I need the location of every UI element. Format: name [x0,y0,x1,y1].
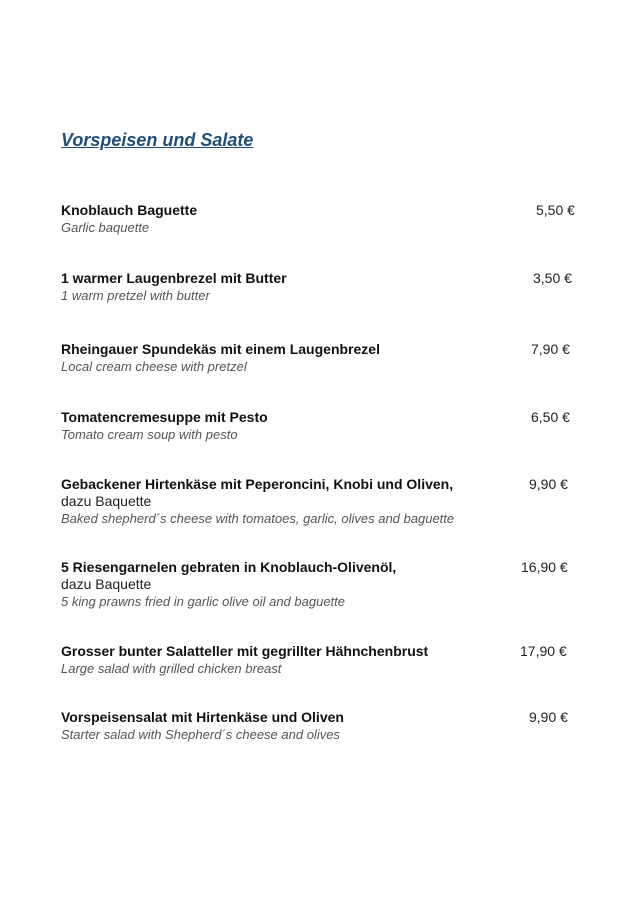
menu-item [61,202,581,236]
section-title: Vorspeisen und Salate [61,130,254,150]
menu-item-name: Grosser bunter Salatteller mit gegrillter Hähnchenbrust [61,643,429,659]
menu-item-name: Rheingauer Spundekäs mit einem Laugenbrezel [61,341,380,357]
menu-item [61,709,581,743]
menu-item-name: Tomatencremesuppe mit Pesto [61,409,268,425]
menu-item-description: 1 warm pretzel with butter [61,288,210,303]
menu-item-description: Local cream cheese with pretzel [61,359,247,374]
menu-item-description: 5 king prawns fried in garlic olive oil and baguette [61,594,346,609]
menu-item [61,476,581,527]
menu-item-price: 7,90 € [531,341,570,357]
menu-item [61,559,581,610]
menu-item-price: 5,50 € [536,202,575,218]
menu-item-price: 16,90 € [521,559,568,575]
menu-item-description: Starter salad with Shepherd´s cheese and olives [61,727,340,742]
menu-item-name: Knoblauch Baguette [61,202,198,218]
menu-item-price: 3,50 € [533,270,572,286]
menu-item-price: 6,50 € [531,409,570,425]
menu-item [61,409,581,443]
menu-item-description: Tomato cream soup with pesto [61,427,238,442]
menu-item-name: Vorspeisensalat mit Hirtenkäse und Oliven [61,709,344,725]
menu-item [61,270,581,304]
menu-item-description: Baked shepherd´s cheese with tomatoes, garlic, olives and baguette [61,511,455,526]
menu-item-name: 5 Riesengarnelen gebraten in Knoblauch-Olivenöl, [61,559,397,575]
menu-item-price: 9,90 € [529,476,568,492]
menu-item-continuation: dazu Baquette [61,576,152,592]
menu-item-name: 1 warmer Laugenbrezel mit Butter [61,270,287,286]
menu-item-description: Large salad with grilled chicken breast [61,661,282,676]
menu-item-description: Garlic baquette [61,220,150,235]
menu-item [61,341,581,375]
menu-item-name: Gebackener Hirtenkäse mit Peperoncini, Knobi und Oliven, [61,476,454,492]
menu-item-price: 17,90 € [520,643,567,659]
menu-item [61,643,581,677]
menu-item-continuation: dazu Baquette [61,493,152,509]
menu-item-price: 9,90 € [529,709,568,725]
